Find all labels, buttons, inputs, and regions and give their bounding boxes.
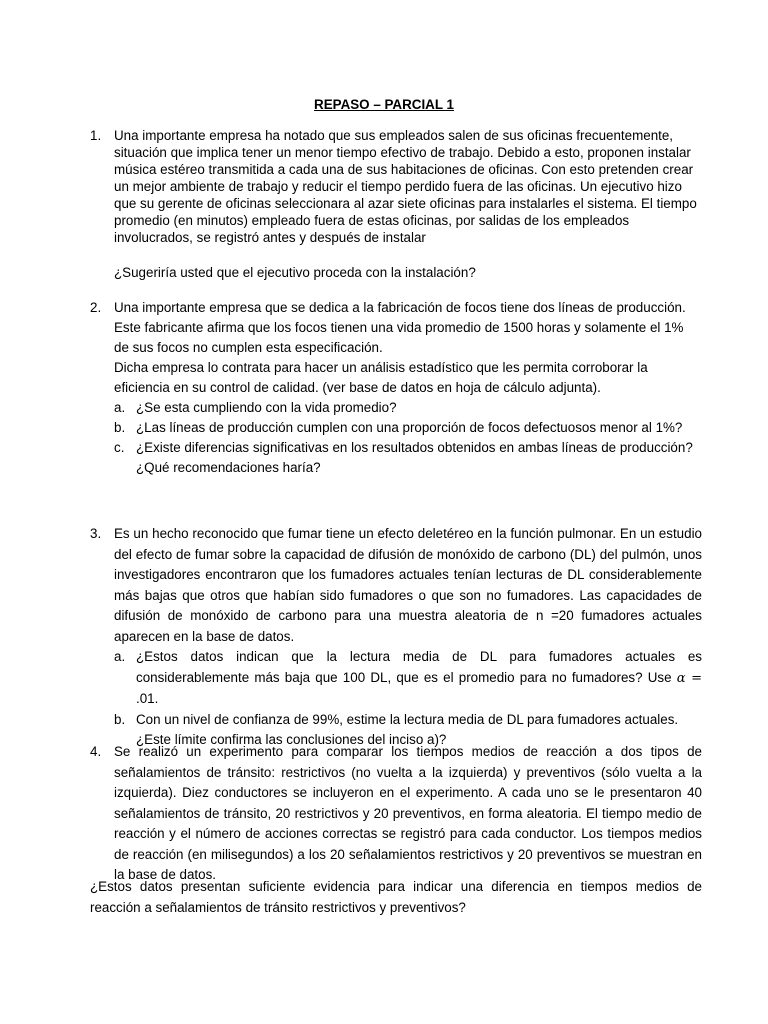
question-number: 1. [90,128,102,143]
question-text: Una importante empresa que se dedica a la fabricación de focos tiene dos líneas de producción. Este fabricante afirma que los focos tienen una vida promedio de 1500 horas y solamente el 1% de sus focos no cumplen esta especificación. [114,300,686,355]
subquestion-b [114,418,702,438]
subquestion-label: a. [114,649,126,664]
subquestion-text: ¿Se esta cumpliendo con la vida promedio? [136,400,397,415]
closing-question: ¿Estos datos presentan suficiente evidencia para indicar una diferencia en tiempos medios de reacción a señalamientos de tránsito restrictivos y preventivos? [90,879,702,915]
page-title: REPASO – PARCIAL 1 [314,97,454,112]
subquestion-text [136,647,702,710]
subquestion-a [114,398,702,418]
subquestion-text: ¿Las líneas de producción cumplen con una proporción de focos defectuosos menor al 1%? [136,420,683,435]
question-3 [90,524,702,751]
question-prompt: ¿Sugeriría usted que el ejecutivo proceda con la instalación? [114,265,476,280]
subquestion-label: c. [114,440,125,455]
subquestion-a [114,647,702,710]
question-text: Se realizó un experimento para comparar los tiempos medios de reacción a dos tipos de señalamientos de tránsito: restrictivos (no vuelta a la izquierda) y preventivos (sólo vuelta a la izquierda). Diez conductores se incluyeron en el experimento. A cada uno se le presentaron 40 señalamientos de tránsito, 20 restrictivos y 20 preventivos, en forma aleatoria. El tiempo medio de reacción y el número de acciones correctas se registró para cada conductor. Los tiempos medios de reacción (en milisegundos) a los 20 señalamientos restrictivos y 20 preventivos se muestran en la base de datos. [114,744,702,882]
alpha-symbol: α = [676,670,702,686]
question-2 [90,298,702,478]
question-1 [90,127,702,281]
question-number: 3. [90,526,102,541]
subquestion-text: ¿Existe diferencias significativas en los resultados obtenidos en ambas líneas de producción? ¿Qué recomendaciones haría? [136,440,693,475]
subquestion-label: b. [114,420,126,435]
question-number: 2. [90,300,102,315]
question-text: Una importante empresa ha notado que sus empleados salen de sus oficinas frecuentemente, situación que implica tener un menor tiempo efectivo de trabajo. Debido a esto, proponen instalar música estéreo transmitida a cada una de sus habitaciones de oficinas. Con esto pretenden crear un mejor ambiente de trabajo y reducir el tiempo perdido fuera de las oficinas. Un ejecutivo hizo que su gerente de oficinas seleccionara al azar siete oficinas para instalarles el sistema. El tiempo promedio (en minutos) empleado fuera de estas oficinas, por salidas de los empleados involucrados, se registró antes y después de instalar [114,128,697,245]
question-number: 4. [90,744,102,759]
question-4 [90,742,702,886]
subquestion-label: b. [114,711,126,727]
question-text: Es un hecho reconocido que fumar tiene un efecto deletéreo en la función pulmonar. En un estudio del efecto de fumar sobre la capacidad de difusión de monóxido de carbono (DL) del pulmón, unos investigadores encontraron que los fumadores actuales tenían lecturas de DL considerablemente más bajas que otros que habían sido fumadores o que son no fumadores. Las capacidades de difusión de monóxido de carbono para una muestra aleatoria de n =20 fumadores actuales aparecen en la base de datos. [114,526,702,644]
subquestion-text-main: ¿Estos datos indican que la lectura media de DL para fumadores actuales es considerablemente más baja que 100 DL, que es el promedio para no fumadores? Use [136,649,702,685]
subquestion-label: a. [114,400,126,415]
question-text-continued: Dicha empresa lo contrata para hacer un análisis estadístico que les permita corroborar la eficiencia en su control de calidad. (ver base de datos en hoja de cálculo adjunta). [114,360,648,395]
subquestion-text: Con un nivel de confianza de 99%, estime la lectura media de DL para fumadores actuales. ¿Este límite confirma las conclusiones del inciso a)? [136,711,679,747]
alpha-value: .01. [136,691,159,706]
subquestion-c [114,438,702,478]
